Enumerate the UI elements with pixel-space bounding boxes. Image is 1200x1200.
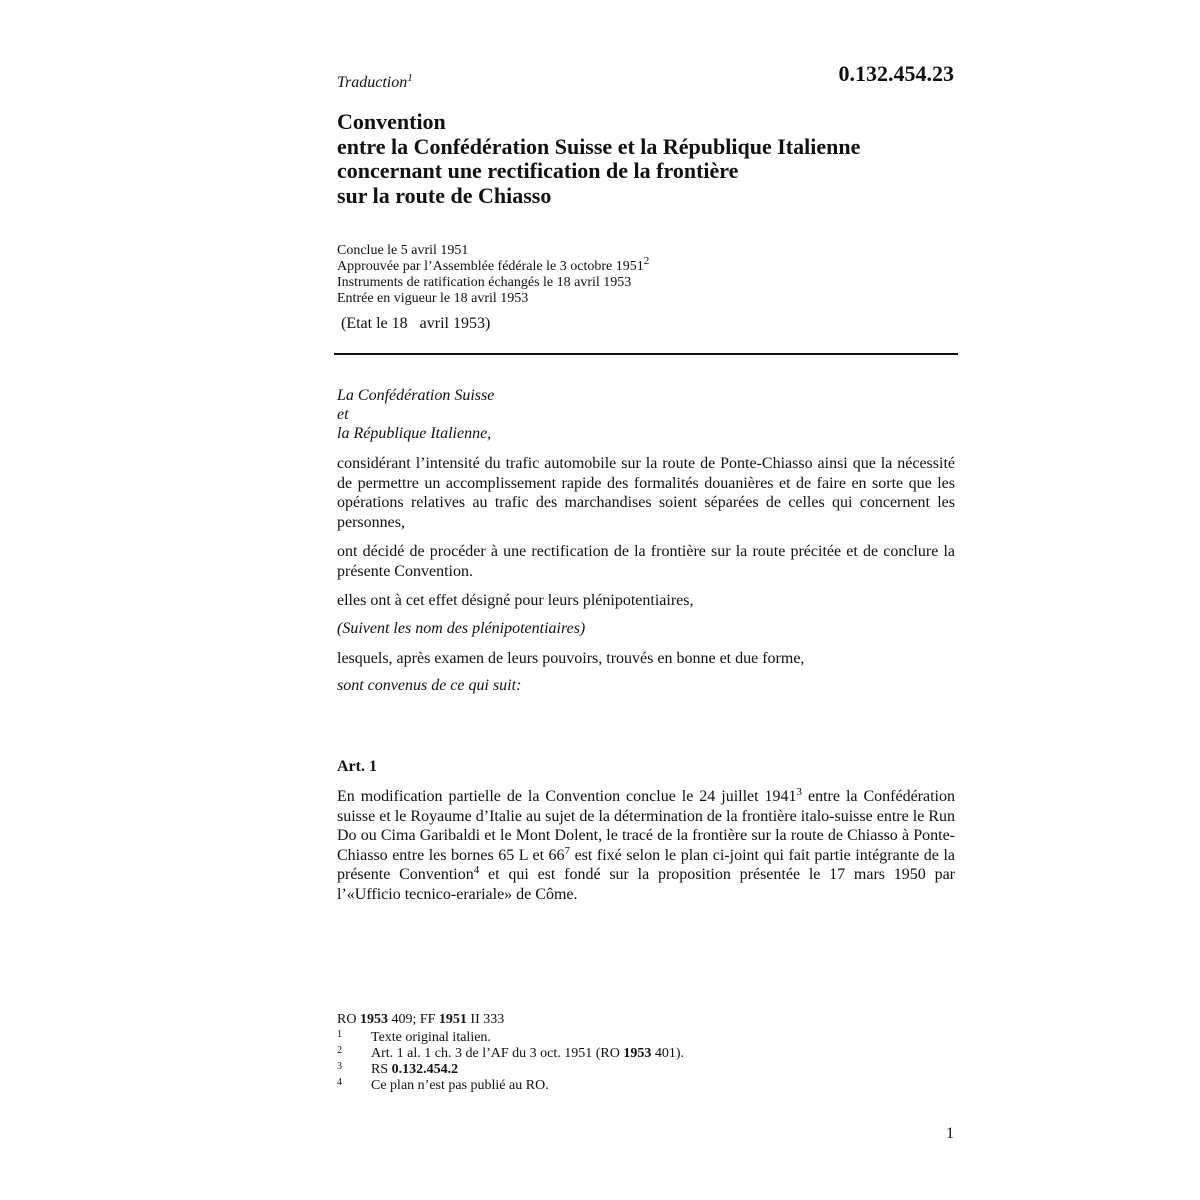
paragraph-lesquels: lesquels, après examen de leurs pouvoirs, trouvés en bonne et due forme, bbox=[337, 650, 805, 667]
footnote-text bbox=[371, 1062, 684, 1078]
article-1-text bbox=[337, 787, 955, 904]
paragraph-decide: ont décidé de procéder à une rectification de la frontière sur la route précitée et de conclure la présente Convention. bbox=[337, 543, 955, 580]
source-ff-ref: II 333 bbox=[466, 1012, 505, 1027]
footnote-number: 4 bbox=[337, 1077, 342, 1088]
footnote-number: 2 bbox=[337, 1045, 342, 1056]
footnote-text-part: RS bbox=[371, 1062, 392, 1077]
article-1-text-c: est fixé selon le plan ci-joint qui fait partie intégrante de la présente Convention bbox=[337, 846, 955, 883]
footnote-1 bbox=[337, 1030, 684, 1046]
footnote-ref-1[interactable]: 1 bbox=[407, 72, 413, 84]
article-1-text-a: En modification partielle de la Convention conclue le 24 juillet 1941 bbox=[337, 788, 797, 805]
party-switzerland: La Confédération Suisse bbox=[337, 387, 495, 404]
footnote-text-part: Art. 1 al. 1 ch. 3 de l’AF du 3 oct. 1951 (RO bbox=[371, 1046, 624, 1061]
footnote-text: Ce plan n’est pas publié au RO. bbox=[371, 1078, 549, 1093]
footnote-text bbox=[371, 1046, 684, 1062]
paragraph-considerant: considérant l’intensité du trafic automobile sur la route de Ponte-Chiasso ainsi que la nécessité de permettre un accomplissement rapide des formalités douanières et de faire en sorte que les opérations relatives au trafic des marchandises soient séparées de celles qui concernent les personnes, bbox=[337, 455, 955, 531]
footnote-text-bold: 0.132.454.2 bbox=[391, 1062, 459, 1077]
contracting-parties bbox=[337, 386, 494, 443]
footnotes bbox=[337, 1030, 684, 1094]
title-line: sur la route de Chiasso bbox=[337, 182, 552, 208]
meta-approuvee bbox=[337, 255, 650, 275]
footnote-text: Texte original italien. bbox=[371, 1030, 491, 1045]
source-ff-year: 1951 bbox=[438, 1012, 467, 1027]
paragraph-suivent: (Suivent les nom des plénipotentiaires) bbox=[337, 620, 586, 637]
translation-label bbox=[337, 74, 413, 92]
footnote-2 bbox=[337, 1046, 684, 1062]
source-ro-year: 1953 bbox=[359, 1012, 388, 1027]
footnote-text-part: 401). bbox=[651, 1046, 685, 1061]
footnote-text-bold: 1953 bbox=[623, 1046, 652, 1061]
horizontal-rule bbox=[334, 353, 958, 355]
note-ref-7: 7 bbox=[564, 844, 571, 857]
meta-conclue: Conclue le 5 avril 1951 bbox=[337, 243, 469, 258]
party-conjunction: et bbox=[337, 406, 349, 423]
publication-source bbox=[337, 1012, 504, 1028]
source-ro-label: RO bbox=[337, 1012, 360, 1027]
status-date: (Etat le 18 avril 1953) bbox=[337, 315, 491, 332]
article-1-text-b: entre la Confédération suisse et le Royaume d’Italie au sujet de la détermination de la frontière italo-suisse entre le Run Do ou Cima Garibaldi et le Mont Dolent, le tracé de la frontière sur la route de Chiasso à Ponte-Chiasso entre les bornes 65 L et 66 bbox=[337, 788, 955, 864]
rs-number: 0.132.454.23 bbox=[838, 61, 954, 86]
document-title bbox=[337, 110, 860, 208]
footnote-3 bbox=[337, 1062, 684, 1078]
paragraph-designe: elles ont à cet effet désigné pour leurs plénipotentiaires, bbox=[337, 592, 694, 609]
party-italy: la République Italienne, bbox=[337, 425, 492, 442]
page-number: 1 bbox=[946, 1125, 954, 1142]
convention-metadata bbox=[337, 243, 649, 307]
meta-entree: Entrée en vigueur le 18 avril 1953 bbox=[337, 291, 529, 306]
meta-instruments: Instruments de ratification échangés le 18 avril 1953 bbox=[337, 275, 632, 290]
footnote-ref-2[interactable]: 2 bbox=[643, 255, 650, 267]
article-1-text-d: et qui est fondé sur la proposition présentée le 17 mars 1950 par l’«Ufficio tecnico-erariale» de Côme. bbox=[337, 866, 956, 903]
footnote-4 bbox=[337, 1078, 684, 1094]
source-ro-page: 409; FF bbox=[387, 1012, 439, 1027]
title-line: Convention bbox=[337, 109, 446, 134]
footnote-ref-3[interactable]: 3 bbox=[796, 786, 803, 798]
meta-approuvee-text: Approuvée par l’Assemblée fédérale le 3 octobre 1951 bbox=[337, 259, 644, 274]
title-line: entre la Confédération Suisse et la République Italienne bbox=[337, 133, 861, 159]
translation-text: Traduction bbox=[337, 74, 408, 91]
footnote-ref-4[interactable]: 4 bbox=[473, 864, 480, 876]
article-1-heading: Art. 1 bbox=[337, 758, 377, 775]
footnote-number: 3 bbox=[337, 1061, 342, 1072]
footnote-number: 1 bbox=[337, 1029, 342, 1040]
paragraph-convenus: sont convenus de ce qui suit: bbox=[337, 677, 522, 694]
title-line: concernant une rectification de la frontière bbox=[337, 158, 739, 183]
